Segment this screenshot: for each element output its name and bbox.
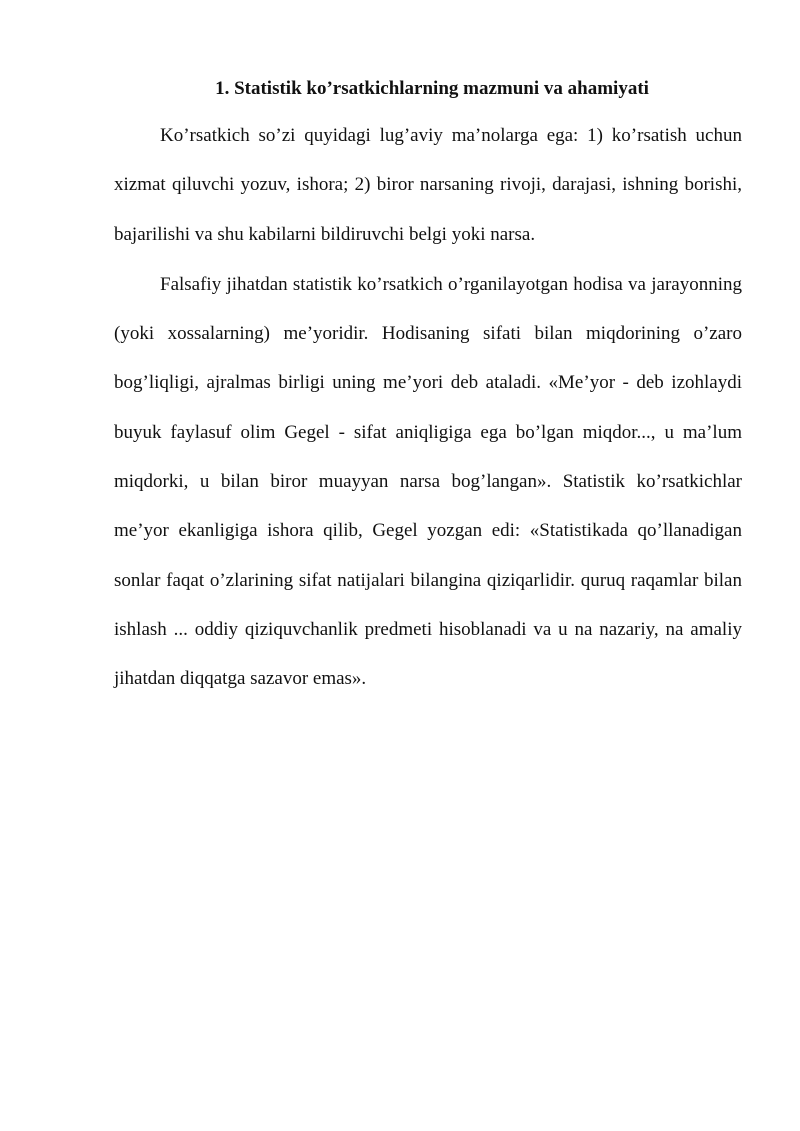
page-content <box>114 73 742 704</box>
section-heading: 1. Statistik ko’rsatkichlarning mazmuni va ahamiyati <box>215 78 649 99</box>
paragraph-philosophy: Falsafiy jihatdan statistik ko’rsatkich o’rganilayotgan hodisa va jarayonning (yoki xossalarning) me’yoridir. Hodisaning sifati bilan miqdorining o’zaro bog’liqligi, ajralmas birligi uning me’yori deb ataladi. «Me’yor - deb izohlaydi buyuk faylasuf olim Gegel - sifat aniqligiga ega bo’lgan miqdor..., u ma’lum miqdorki, u bilan biror muayyan narsa bog’langan». Statistik ko’rsatkichlar me’yor ekanligiga ishora qilib, Gegel yozgan edi: «Statistikada qo’llanadigan sonlar faqat o’zlarining sifat natijalari bilangina qiziqarlidir. quruq raqamlar bilan ishlash ... oddiy qiziquvchanlik predmeti hisoblanadi va u na nazariy, na amaliy jihatdan diqqatga sazavor emas». <box>114 273 742 690</box>
paragraph-definition: Ko’rsatkich so’zi quyidagi lug’aviy ma’nolarga ega: 1) ko’rsatish uchun xizmat qiluvchi yozuv, ishora; 2) biror narsaning rivoji, darajasi, ishning borishi, bajarilishi va shu kabilarni bildiruvchi belgi yoki narsa. <box>114 125 742 245</box>
